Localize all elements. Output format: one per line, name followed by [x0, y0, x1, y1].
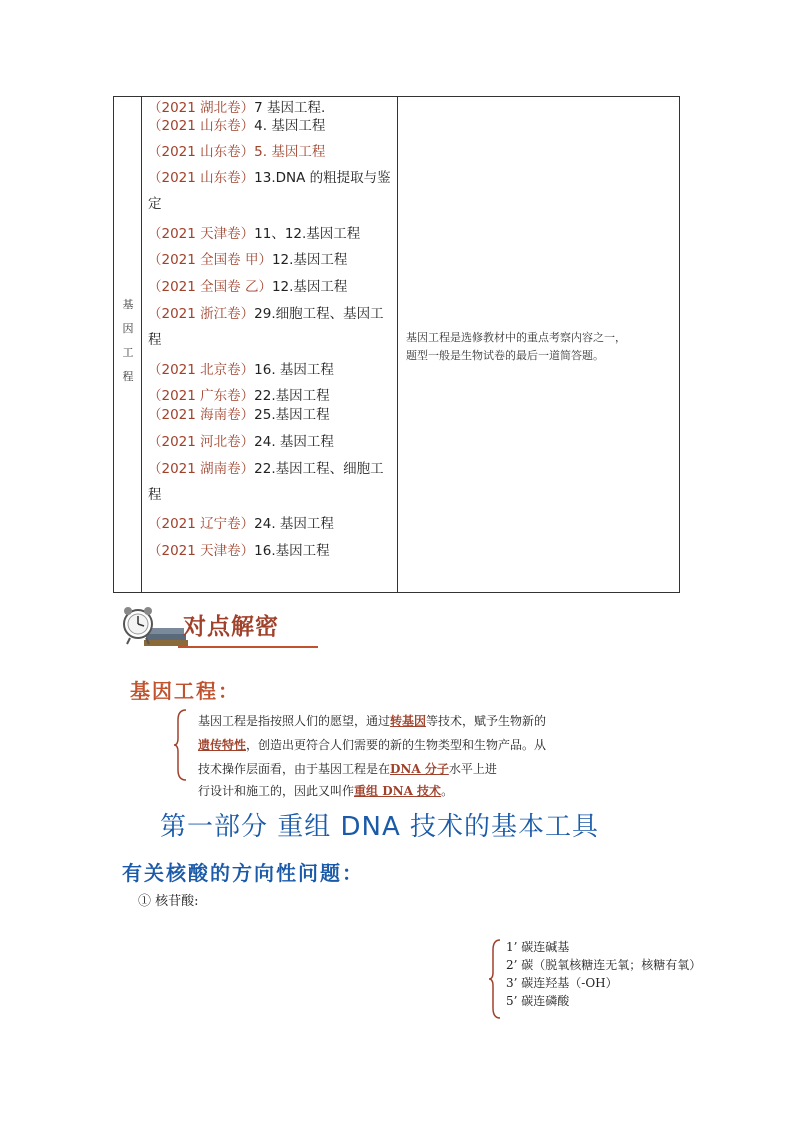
exam-entry [148, 387, 330, 405]
definition-line-4: 行设计和施工的，因此又叫作重组 DNA 技术。 [198, 784, 454, 798]
part-title: 第一部分 重组 DNA 技术的基本工具 [160, 812, 600, 842]
carbon-item: 5’ 碳连磷酸 [506, 994, 570, 1008]
exam-topic: 12.基因工程 [271, 252, 348, 268]
row-label [118, 293, 138, 389]
exam-entry [148, 251, 347, 269]
exam-source: （2021 山东卷） [148, 170, 255, 186]
definition-line-2: 遗传特性，创造出更符合人们需要的新的生物类型和生物产品。从 [198, 738, 547, 752]
exam-topic-wrap: 程 [148, 332, 162, 348]
keyword-transgene: 转基因 [390, 714, 427, 728]
keyword-recombinant-dna: 重组 DNA 技术 [354, 784, 442, 798]
banner-underline [178, 646, 318, 648]
exam-table [113, 96, 680, 593]
table-note [406, 329, 676, 365]
carbon-item: 3’ 碳连羟基（-OH） [506, 976, 618, 990]
exam-entry [148, 406, 330, 424]
exam-topic: 16.基因工程 [254, 543, 330, 559]
banner-title: 对点解密 [183, 613, 279, 640]
exam-source: （2021 海南卷） [148, 407, 255, 423]
carbon-item: 1’ 碳连碱基 [506, 940, 570, 954]
exam-entry [148, 225, 360, 243]
table-divider [397, 97, 398, 592]
exam-source: （2021 辽宁卷） [148, 516, 255, 532]
exam-topic: 5. 基因工程 [254, 144, 326, 160]
note-line: 题型一般是生物试卷的最后一道简答题。 [406, 349, 604, 362]
exam-topic-wrap: 程 [148, 487, 162, 503]
exam-entry [148, 361, 334, 379]
exam-topic: 16. 基因工程 [254, 362, 334, 378]
exam-entry [148, 433, 334, 451]
exam-topic: 22.基因工程、细胞工 [254, 461, 384, 477]
exam-source: （2021 全国卷 乙） [148, 279, 272, 295]
carbon-list [506, 938, 701, 1010]
exam-topic: 7 基因工程. [254, 100, 326, 116]
exam-source: （2021 山东卷） [148, 118, 255, 134]
exam-source: （2021 北京卷） [148, 362, 255, 378]
row-label-char: 基 [122, 298, 134, 311]
note-line: 基因工程是选修教材中的重点考察内容之一， [406, 331, 626, 344]
exam-source: （2021 天津卷） [148, 226, 255, 242]
section-title: 基因工程： [130, 679, 240, 703]
exam-topic-wrap: 定 [148, 196, 162, 212]
exam-source: （2021 山东卷） [148, 144, 255, 160]
exam-source: （2021 全国卷 甲） [148, 252, 272, 268]
row-label-char: 因 [122, 322, 134, 335]
definition-line-1: 基因工程是指按照人们的愿望，通过转基因等技术，赋予生物新的 [198, 714, 547, 728]
item-nucleotide: ① 核苷酸: [138, 894, 199, 909]
exam-topic: 4. 基因工程 [254, 118, 326, 134]
subsection-title: 有关核酸的方向性问题： [122, 861, 364, 885]
exam-entry [148, 542, 330, 560]
exam-topic: 11、12.基因工程 [254, 226, 361, 242]
exam-topic: 29.细胞工程、基因工 [254, 306, 384, 322]
exam-entry [148, 99, 325, 117]
definition-line-3: 技术操作层面看，由于基因工程是在DNA 分子水平上进 [198, 762, 497, 776]
left-brace-icon [172, 708, 188, 782]
exam-source: （2021 广东卷） [148, 388, 255, 404]
exam-entry [148, 117, 325, 135]
carbon-item: 2’ 碳（脱氧核糖连无氧；核糖有氧） [506, 958, 702, 972]
exam-source: （2021 浙江卷） [148, 306, 255, 322]
keyword-genetic-trait: 遗传特性 [198, 738, 247, 752]
exam-topic: 12.基因工程 [271, 279, 348, 295]
exam-entry [148, 169, 391, 212]
exam-topic: 13.DNA 的粗提取与鉴 [254, 170, 391, 186]
exam-topic: 24. 基因工程 [254, 434, 334, 450]
exam-entry [148, 305, 384, 348]
exam-entry [148, 143, 325, 161]
exam-entry [148, 278, 347, 296]
left-brace-icon [488, 938, 502, 1020]
exam-topic: 25.基因工程 [254, 407, 330, 423]
row-label-char: 工 [122, 346, 134, 359]
exam-source: （2021 河北卷） [148, 434, 255, 450]
exam-topic: 22.基因工程 [254, 388, 330, 404]
exam-topic: 24. 基因工程 [254, 516, 334, 532]
row-label-char: 程 [122, 370, 134, 383]
exam-entry [148, 515, 334, 533]
keyword-dna-molecule: DNA 分子 [390, 762, 449, 776]
exam-source: （2021 天津卷） [148, 543, 255, 559]
exam-entry [148, 460, 384, 503]
exam-source: （2021 湖南卷） [148, 461, 255, 477]
exam-source: （2021 湖北卷） [148, 100, 255, 116]
